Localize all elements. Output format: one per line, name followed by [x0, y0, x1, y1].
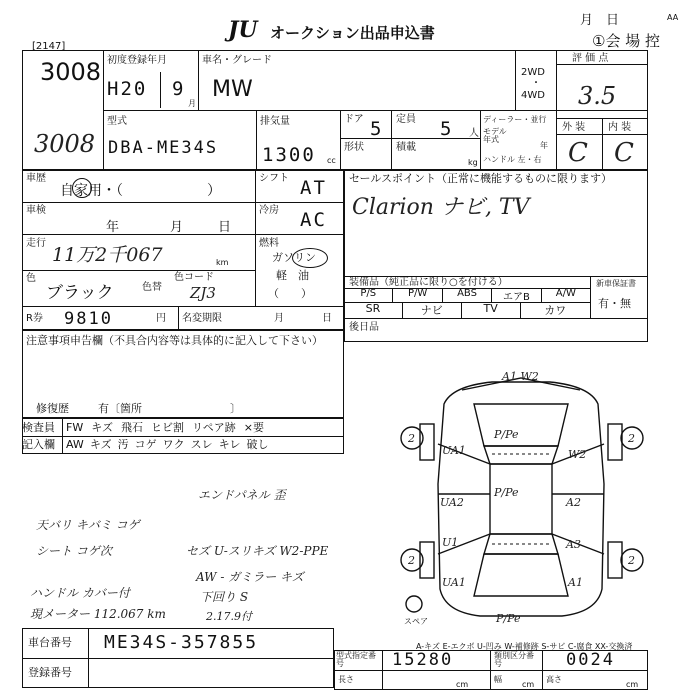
- mark-right-bottom: A1: [568, 576, 583, 589]
- interior-value: C: [614, 138, 634, 168]
- mark-roof: P/Pe: [494, 486, 519, 499]
- inspector-row-1: [66, 422, 264, 433]
- mark-left-mid: UA2: [440, 496, 464, 509]
- inspection-year: 年: [106, 220, 120, 235]
- damage-legend: A-キズ E-エクボ U-凹み W-補修跡 S-サビ C-腐食 XX-交換済: [416, 642, 633, 651]
- color-code-label: 色コード: [174, 272, 214, 283]
- history-circle: [72, 178, 92, 198]
- load-unit: kg: [468, 158, 478, 167]
- fuel-other: （ ）: [268, 287, 312, 300]
- width-unit: cm: [522, 680, 535, 689]
- width-label: 幅: [494, 675, 502, 684]
- drive-2wd: 2WD: [521, 67, 545, 78]
- chassis-value: ME34S-357855: [104, 632, 259, 653]
- remark-2: 天バリ キバミ コゲ: [36, 518, 140, 532]
- first-registration-label: 初度登録年月: [107, 55, 167, 66]
- mark-hood: P/Pe: [494, 428, 519, 441]
- inspector-label: 検査員: [22, 421, 55, 434]
- remark-1: エンドパネル 歪: [198, 488, 286, 502]
- inspection-label: 車検: [26, 205, 46, 216]
- capacity-label: 定員: [396, 114, 416, 125]
- history-value: 自家用・（ ）: [60, 183, 221, 199]
- car-roof: [490, 464, 552, 534]
- car-trunk: [474, 554, 568, 596]
- history-label: 車歴: [26, 173, 46, 184]
- ju-logo: JU: [228, 17, 258, 43]
- inspector-burn: コゲ: [134, 438, 157, 451]
- mark-right-rear: A3: [566, 538, 581, 551]
- form-title: オークション出品申込書: [270, 24, 435, 42]
- inspector-aw: AW: [66, 438, 84, 451]
- first-registration-era: H20: [107, 78, 148, 100]
- venue-copy-label: ①会 場 控: [592, 32, 660, 50]
- remark-9: 2.17.9付: [206, 610, 252, 623]
- doors-value: 5: [370, 118, 384, 140]
- inspector-chip: 飛石: [121, 421, 143, 434]
- notes-label: 注意事項申告欄（不具合内容等は具体的に記入して下さい）: [26, 334, 323, 347]
- class-number-label: 類別区分番号: [494, 651, 534, 668]
- fuel-circle: [292, 248, 328, 268]
- doors-label: ドア: [344, 114, 364, 125]
- shape-label: 形状: [344, 142, 364, 153]
- mileage-label: 走行: [26, 238, 46, 249]
- equipment-abs: ABS: [443, 288, 492, 302]
- fuel-diesel: 軽 油: [276, 269, 309, 282]
- car-name-value: MW: [212, 77, 253, 102]
- month-unit: 月: [188, 99, 196, 108]
- inspector-entry-label: 記入欄: [22, 438, 55, 451]
- inspector-fw: FW: [66, 421, 84, 434]
- exterior-value: C: [568, 138, 588, 168]
- car-windshield: [484, 446, 558, 464]
- aircon-label: 冷房: [259, 205, 279, 216]
- car-damage-diagram: [392, 364, 650, 634]
- drive-dot: ・: [531, 78, 541, 89]
- spare-label: スペア: [404, 617, 428, 626]
- first-registration-month: 9: [172, 78, 186, 100]
- model-designation-value: 15280: [392, 650, 454, 670]
- left-rear-wheel: [420, 542, 434, 578]
- mark-left-rear: U1: [442, 536, 459, 549]
- equipment-label: 装備品（純正品に限り○を付ける）: [349, 277, 508, 288]
- spare-tire-mark: [406, 596, 422, 612]
- repair-label: 修復歴: [36, 402, 69, 415]
- fuel-gasoline: ガソリン: [272, 251, 316, 264]
- color-replace-label: 色替: [142, 282, 162, 293]
- mark-right-front-door: W2: [568, 448, 587, 461]
- remark-4: セズ U-スリキズ W2-PPE: [186, 544, 329, 558]
- inspector-tear: 破し: [246, 438, 269, 451]
- remark-6: ハンドル カバー付: [30, 586, 130, 600]
- inspector-crack: ヒビ割: [151, 421, 184, 434]
- equipment-sr: SR: [344, 302, 403, 318]
- capacity-unit: 人: [469, 128, 479, 139]
- lot-number-handwritten: 3008: [34, 130, 96, 158]
- inspector-rub: スレ: [190, 438, 213, 451]
- fuel-label: 燃料: [259, 238, 279, 249]
- date-label: 月 日: [580, 13, 620, 28]
- right-front-wheel: [608, 424, 622, 460]
- equipment-row-1: [344, 288, 590, 302]
- remark-8: 下回り S: [200, 590, 249, 604]
- displacement-value: 1300: [262, 144, 316, 166]
- inspector-wrinkle: ワク: [162, 438, 185, 451]
- remark-3: シート コゲ次: [36, 544, 112, 558]
- mark-right-mid: A2: [566, 496, 581, 509]
- equipment-leather: カワ: [544, 304, 567, 317]
- grade-score-value: 3.5: [578, 82, 617, 110]
- mark-bottom: P/Pe: [496, 612, 521, 625]
- equipment-pw: P/W: [393, 288, 442, 302]
- name-change-day: 日: [322, 313, 332, 324]
- equipment-aw: A/W: [555, 288, 576, 299]
- name-change-label: 名変期限: [182, 313, 222, 324]
- mark-rear-right-tire: 2: [628, 554, 635, 567]
- rear-seat-label: 後日品: [349, 322, 379, 333]
- remark-5: AW - ガミラー キズ: [196, 570, 304, 584]
- inspector-cut: キレ: [218, 438, 241, 451]
- inspection-month: 月: [170, 220, 184, 235]
- aircon-value: AC: [300, 209, 327, 231]
- recycle-unit: 円: [156, 313, 166, 324]
- car-name-label: 車名・グレード: [202, 55, 272, 66]
- color-code-value: ZJ3: [190, 284, 216, 302]
- warranty-label: 新車保証書: [596, 279, 636, 288]
- drive-4wd: 4WD: [521, 90, 545, 101]
- chassis-label: 車台番号: [28, 636, 72, 649]
- recycle-value: 9810: [64, 309, 113, 329]
- mark-left-bottom: UA1: [442, 576, 466, 589]
- color-value: ブラック: [46, 283, 114, 303]
- model-year-unit: 年: [540, 141, 548, 150]
- mileage-unit: km: [216, 258, 229, 267]
- mark-top: A1 W2: [502, 370, 539, 383]
- date-aa: AA: [667, 13, 679, 22]
- inspector-stain: 汚: [117, 438, 129, 451]
- shift-label: シフト: [259, 173, 289, 184]
- equipment-tv: TV: [462, 302, 521, 318]
- model-designation-label: 型式指定番号: [336, 651, 376, 668]
- inspector-repair-mark: リペア跡: [192, 421, 236, 434]
- length-label: 長さ: [338, 675, 354, 684]
- displacement-unit: cc: [327, 156, 336, 165]
- load-label: 積載: [396, 142, 416, 153]
- exterior-label: 外 装: [562, 122, 586, 133]
- inspector-needs: ×要: [243, 421, 264, 434]
- model-year-label: モデル年式: [483, 127, 507, 144]
- color-label: 色: [26, 273, 36, 284]
- registration-label: 登録番号: [28, 666, 72, 679]
- sales-point-label: セールスポイント（正常に機能するものに限ります）: [349, 172, 613, 185]
- mark-front-left-tire: 2: [408, 432, 415, 445]
- car-hood: [474, 404, 568, 446]
- model-value: DBA-ME34S: [108, 138, 219, 158]
- mark-rear-left-tire: 2: [408, 554, 415, 567]
- sales-point-value: Clarion ナビ, TV: [352, 195, 530, 220]
- class-number-value: 0024: [566, 650, 615, 670]
- capacity-value: 5: [440, 118, 454, 140]
- inspector-scratch: キズ: [91, 421, 113, 434]
- shift-value: AT: [300, 177, 327, 199]
- name-change-month: 月: [274, 313, 284, 324]
- dealer-label: ディーラー・並行: [483, 115, 547, 124]
- height-label: 高さ: [546, 675, 562, 684]
- equipment-ps: P/S: [344, 288, 393, 302]
- model-label: 型式: [107, 116, 127, 127]
- mark-left-front-door: UA1: [442, 444, 466, 457]
- equipment-navi: ナビ: [403, 302, 462, 318]
- warranty-value: 有・無: [598, 297, 631, 310]
- grade-score-label: 評 価 点: [572, 53, 609, 64]
- equipment-airbag: エアB: [492, 288, 541, 302]
- mark-front-right-tire: 2: [628, 432, 635, 445]
- inspector-row-2: [66, 439, 268, 450]
- displacement-label: 排気量: [260, 116, 290, 127]
- ref-code: [2147]: [32, 41, 66, 52]
- equipment-row-2: [344, 302, 590, 318]
- mileage-value: 11万2千067: [52, 244, 163, 266]
- remark-7: 現メーター 112.067 km: [30, 607, 166, 621]
- length-unit: cm: [456, 680, 469, 689]
- handle-label: ハンドル 左・右: [483, 155, 542, 164]
- right-rear-wheel: [608, 542, 622, 578]
- height-unit: cm: [626, 680, 639, 689]
- interior-label: 内 装: [608, 122, 632, 133]
- inspector-scratch-2: キズ: [89, 438, 112, 451]
- recycle-label: R券: [26, 313, 43, 324]
- inspection-day: 日: [218, 220, 232, 235]
- repair-value: 有〔箇所 〕: [98, 402, 241, 415]
- lot-number: 3008: [40, 58, 102, 86]
